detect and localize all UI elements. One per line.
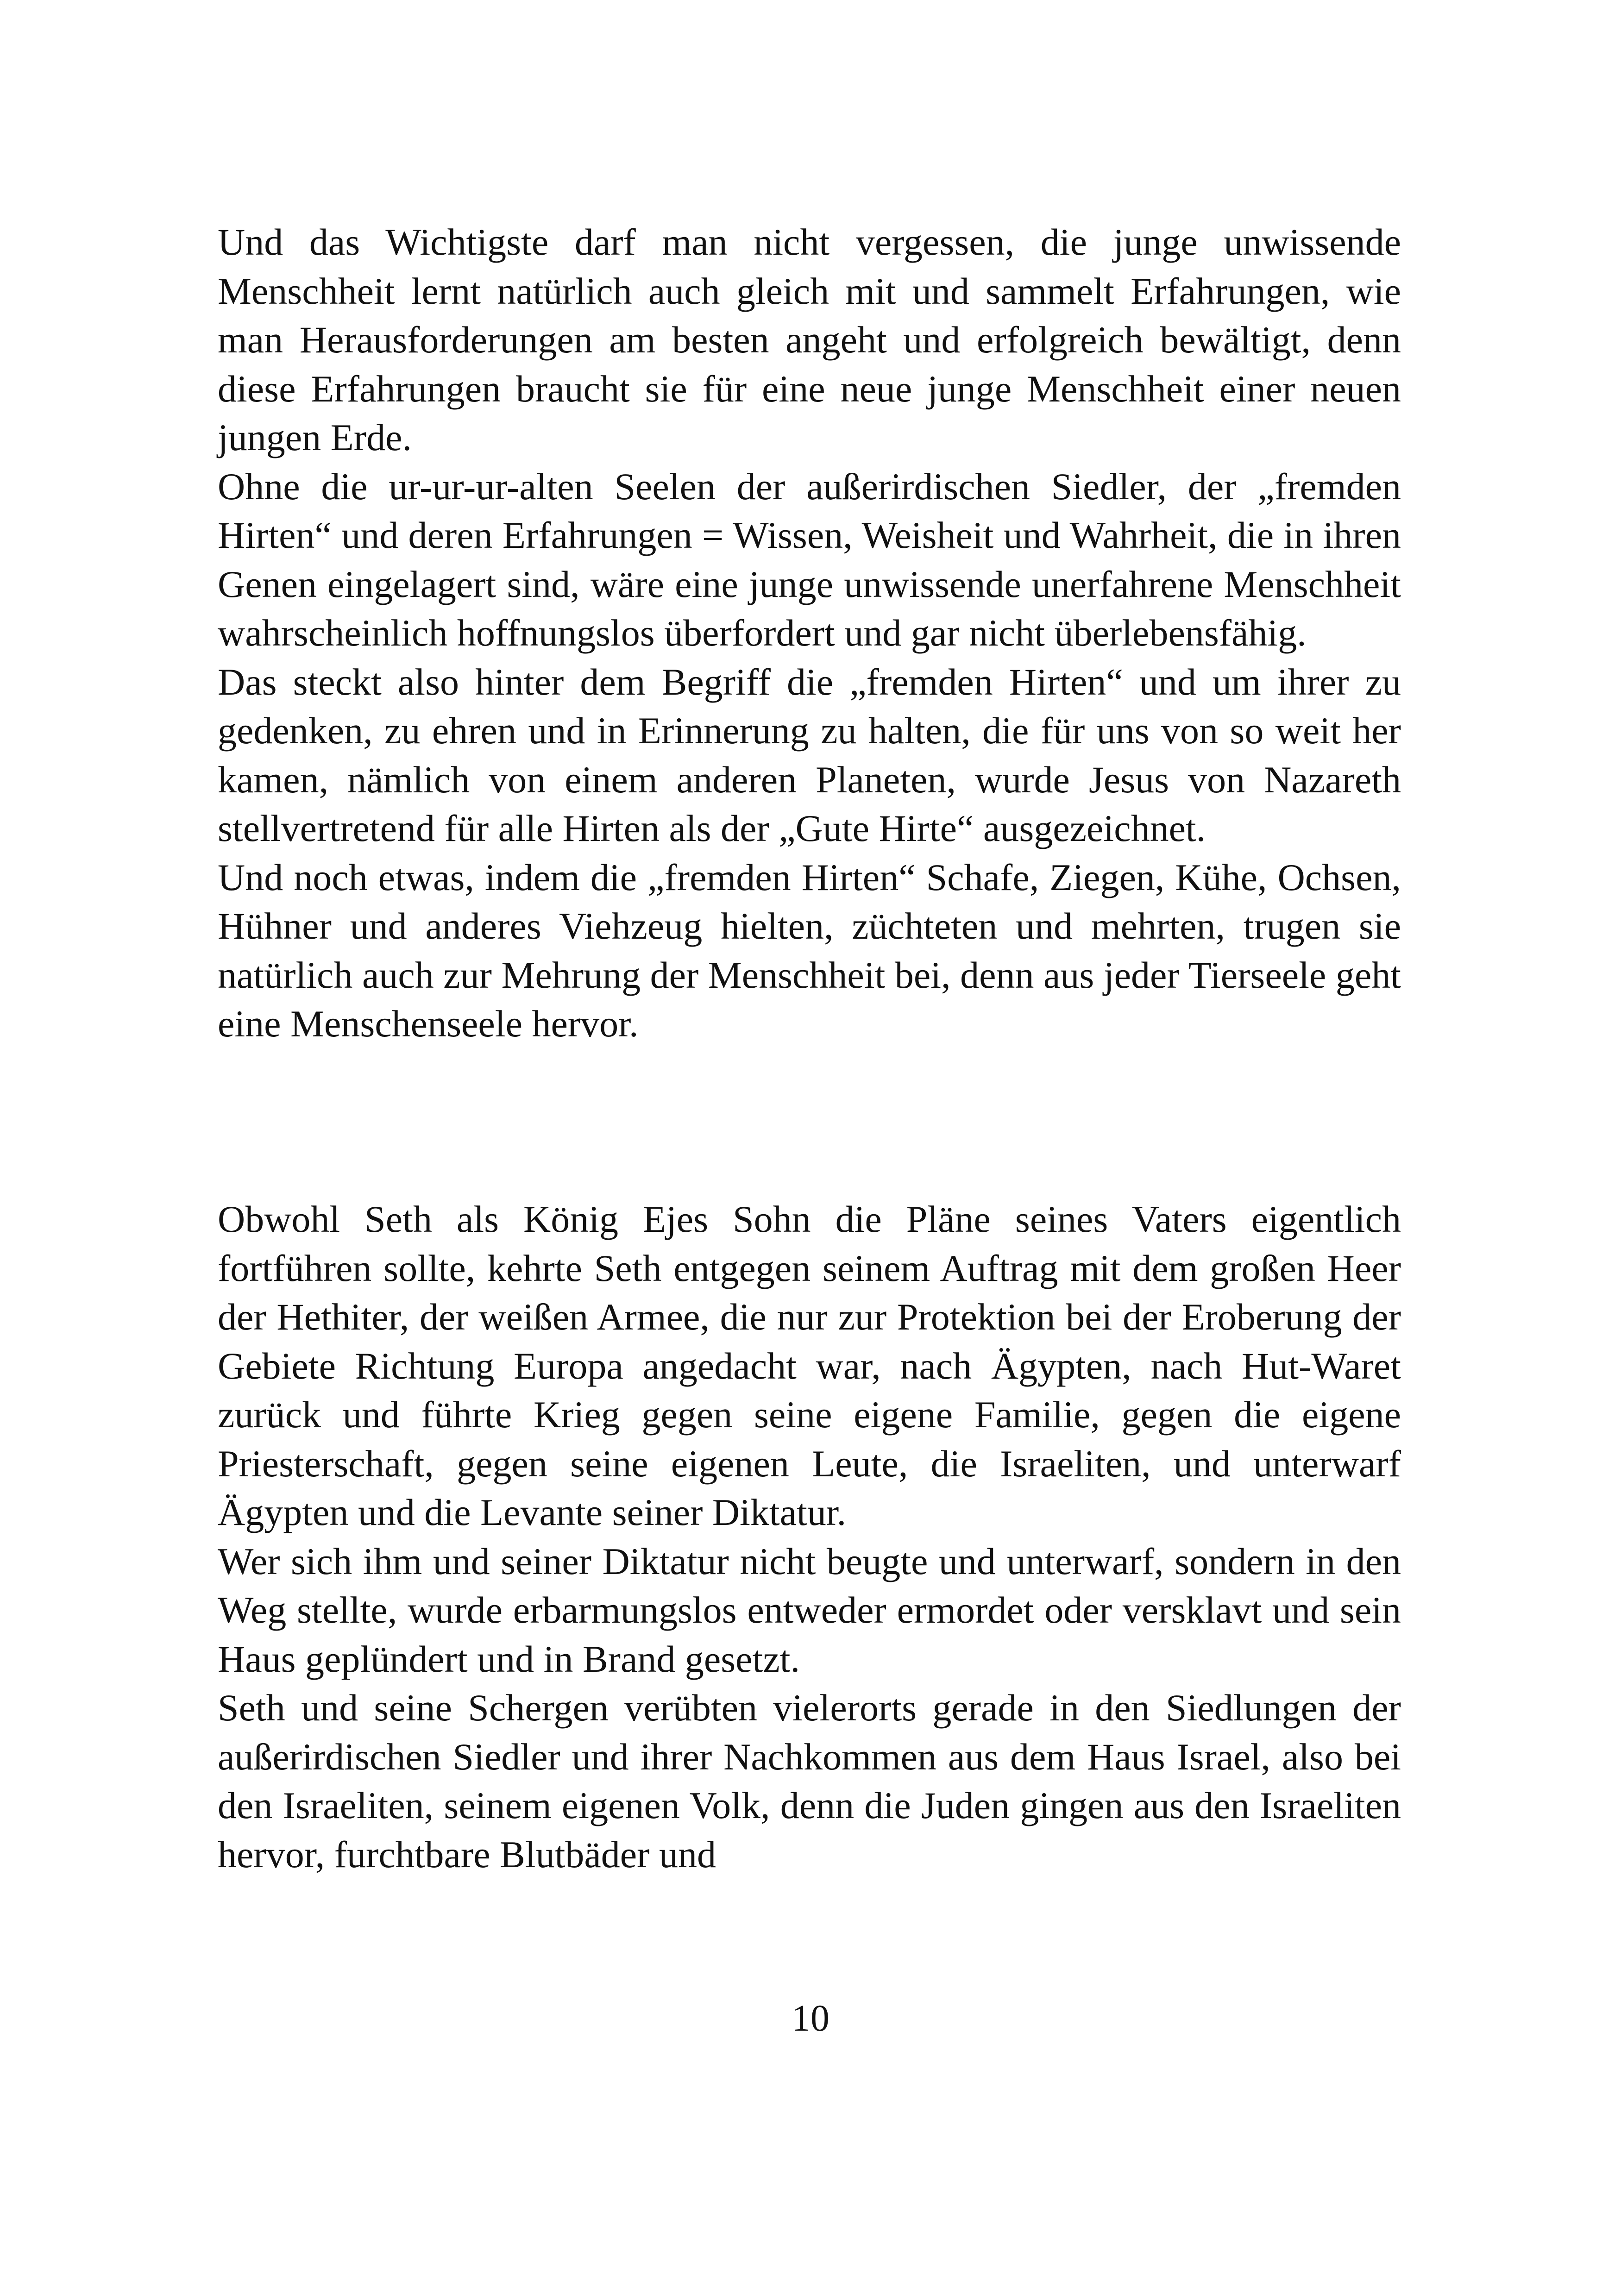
paragraph: Wer sich ihm und seiner Diktatur nicht beugte und unterwarf, sondern in den Weg stellte, wurde erbarmungslos entweder ermordet oder versklavt und sein Haus geplündert und in Brand gesetzt.	[218, 1540, 1401, 1680]
paragraph: Das steckt also hinter dem Begriff die „fremden Hirten“ und um ihrer zu gedenken, zu ehren und in Erinnerung zu halten, die für uns von so weit her kamen, nämlich von einem anderen Planeten, wurde Jesus von Nazareth stellvertretend für alle Hirten als der „Gute Hirte“ ausgezeichnet.	[218, 660, 1401, 849]
paragraph: Und noch etwas, indem die „fremden Hirten“ Schafe, Ziegen, Kühe, Ochsen, Hühner und anderes Viehzeug hielten, züchteten und mehrten, trugen sie natürlich auch zur Mehrung der Menschheit bei, denn aus jeder Tierseele geht eine Menschenseele hervor.	[218, 856, 1401, 1045]
paragraph: Obwohl Seth als König Ejes Sohn die Pläne seines Vaters eigentlich fortführen sollte, kehrte Seth entgegen seinem Auftrag mit dem großen Heer der Hethiter, der weißen Armee, die nur zur Protektion bei der Eroberung der Gebiete Richtung Europa angedacht war, nach Ägypten, nach Hut-Waret zurück und führte Krieg gegen seine eigene Familie, gegen die eigene Priesterschaft, gegen seine eigenen Leute, die Israeliten, und unterwarf Ägypten und die Levante seiner Diktatur.	[218, 1198, 1401, 1533]
paragraph: Ohne die ur-ur-ur-alten Seelen der außerirdischen Siedler, der „fremden Hirten“ und deren Erfahrungen = Wissen, Weisheit und Wahrheit, die in ihren Genen eingelagert sind, wäre eine junge unwissende unerfahrene Menschheit wahrscheinlich hoffnungslos überfordert und gar nicht überlebensfähig.	[218, 465, 1401, 654]
paragraph: Seth und seine Schergen verübten vielerorts gerade in den Siedlungen der außerirdischen Siedler und ihrer Nachkommen aus dem Haus Israel, also bei den Israeliten, seinem eigenen Volk, denn die Juden gingen aus den Israeliten hervor, furchtbare Blutbäder und	[218, 1687, 1401, 1876]
text-section-2	[218, 1195, 1401, 1879]
paragraph: Und das Wichtigste darf man nicht vergessen, die junge unwissende Menschheit lernt natürlich auch gleich mit und sammelt Erfahrungen, wie man Herausforderungen am besten angeht und erfolgreich bewältigt, denn diese Erfahrungen braucht sie für eine neue junge Menschheit einer neuen jungen Erde.	[218, 221, 1401, 458]
text-section-1	[218, 218, 1401, 1048]
page-number: 10	[792, 1997, 829, 2039]
